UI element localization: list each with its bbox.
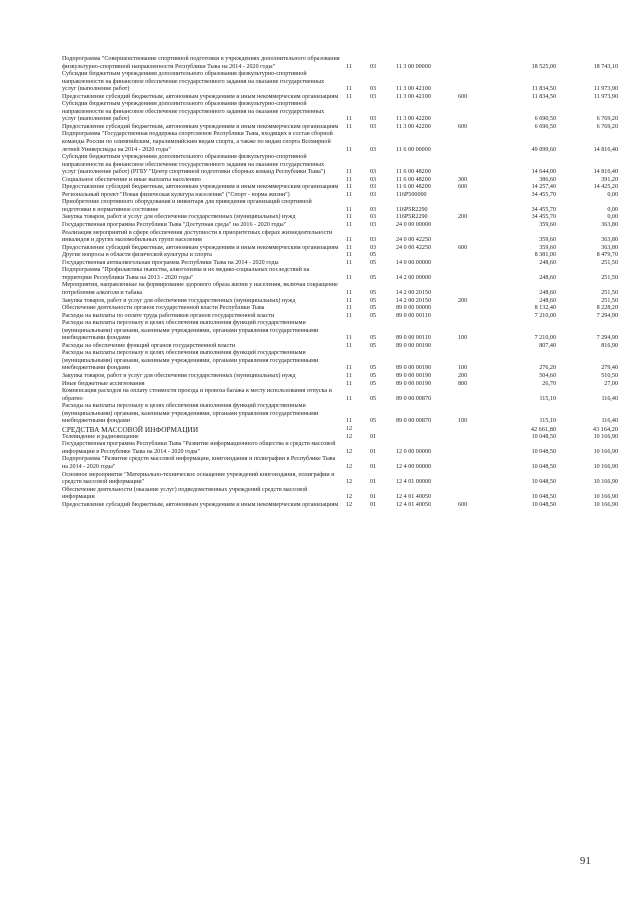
row-subsection-code: 05 <box>370 274 377 281</box>
row-name: Подпрограмма "Государственная поддержка спортсменов Республики Тыва, входящих в состав сборной команды России по олимпийским, паралимпийским видам спорта, а также по видам спорта Всемирной летней Универсиады на 2014 - 2020 годы" <box>62 131 333 153</box>
row-amount-year-1: 34 455,70 <box>531 191 556 198</box>
row-section-code: 11 <box>346 222 352 229</box>
row-amount-year-2: 6 769,20 <box>596 116 618 123</box>
row-section-code: 11 <box>346 395 352 402</box>
row-name: Обеспечение деятельности (оказание услуг) подведомственных учреждений средств массовой информации <box>62 486 308 501</box>
row-name: Компенсация расходов на оплату стоимости проезда и провоза багажа к месту использования отпуска и обратно <box>62 388 332 402</box>
row-expense-type <box>458 252 498 260</box>
row-expense-type <box>458 154 498 177</box>
row-amount-year-1: 7 210,00 <box>534 312 556 319</box>
row-target-article: 12 4 00 00000 <box>396 463 432 470</box>
table-row <box>62 56 618 71</box>
row-amount-year-2: 510,50 <box>601 372 618 379</box>
row-expense-type <box>458 305 498 313</box>
row-section-code: 11 <box>346 335 352 342</box>
row-subsection-code: 05 <box>370 259 377 266</box>
row-expense-type <box>458 388 498 403</box>
row-section-code: 11 <box>346 206 352 213</box>
row-name: Телевидение и радиовещание <box>62 433 139 440</box>
row-name: Государственная программа Республики Тыва "Доступная среда" на 2016 - 2020 годы" <box>62 222 287 229</box>
row-name: Закупка товаров, работ и услуг для обеспечения государственных (муниципальных) нужд <box>62 297 296 304</box>
row-target-article: 11 6 00 00000 <box>396 146 431 153</box>
row-amount-year-2: 11 973,90 <box>593 93 618 100</box>
row-name: СРЕДСТВА МАССОВОЙ ИНФОРМАЦИИ <box>62 424 199 434</box>
row-amount-year-2: 363,80 <box>601 222 618 229</box>
row-amount-year-1: 386,60 <box>539 176 556 183</box>
row-expense-type <box>458 192 498 200</box>
row-section-code: 11 <box>346 372 352 379</box>
row-amount-year-1: 359,60 <box>539 244 556 251</box>
row-section-code: 12 <box>346 494 353 501</box>
row-amount-year-1: 6 690,50 <box>534 123 556 130</box>
row-amount-year-2: 8 228,20 <box>596 305 618 312</box>
table-row <box>62 373 618 381</box>
table-row <box>62 403 618 426</box>
row-amount-year-2: 7 294,90 <box>596 335 618 342</box>
page-number: 91 <box>580 856 592 867</box>
table-row <box>62 305 618 313</box>
row-expense-type <box>458 222 498 230</box>
row-target-article: 116P500000 <box>396 191 427 198</box>
row-target-article: 11 6 00 48200 <box>396 176 431 183</box>
row-expense-type <box>458 131 498 154</box>
row-subsection-code: 05 <box>370 312 377 319</box>
row-amount-year-1: 6 690,50 <box>534 116 556 123</box>
row-subsection-code: 01 <box>370 448 377 455</box>
table-row <box>62 426 618 434</box>
row-subsection-code: 03 <box>370 191 377 198</box>
row-name: Подпрограмма "Развитие средств массовой информации, книгоиздания и полиграфии в Республике Тыва на 2014 - 2020 годы" <box>62 456 336 470</box>
row-section-code: 11 <box>346 252 352 259</box>
row-target-article <box>396 252 458 260</box>
row-amount-year-1: 807,40 <box>539 342 556 349</box>
row-name: Субсидии бюджетным учреждениям дополнительного образования физкультурно-спортивной направленности на финансовое обеспечение государственного задания на оказание государственных услуг (выполнение работ) (РГБУ "Центр спортивной подготовки сборных команд Республики Тыва") <box>62 154 326 176</box>
row-target-article: 89 0 00 00190 <box>396 365 432 372</box>
row-amount-year-2: 11 973,90 <box>593 86 618 93</box>
row-name: Субсидии бюджетным учреждениям дополнительного образования физкультурно-спортивной направленности на финансовое обеспечение государственного задания на оказание государственных услуг (выполнение работ) <box>62 101 325 123</box>
row-amount-year-2: 816,90 <box>601 342 618 349</box>
row-name: Государственная программа Республики Тыва "Развитие информационного общества и средств массовой информации в Республике Тыва на 2014 - 2020 годы" <box>62 441 336 455</box>
row-amount-year-2: 43 164,20 <box>592 426 618 434</box>
row-section-code: 11 <box>346 244 352 251</box>
table-row <box>62 252 618 260</box>
row-target-article: 24 0 00 42250 <box>396 244 432 251</box>
row-name: Другие вопросы в области физической культуры и спорта <box>62 252 212 259</box>
row-target-article: 14 2 00 20150 <box>396 297 432 304</box>
row-subsection-code: 05 <box>370 289 377 296</box>
row-target-article: 89 0 00 00190 <box>396 380 432 387</box>
row-expense-type: 200 <box>458 372 468 379</box>
table-row <box>62 456 618 471</box>
row-name: Социальное обеспечение и иные выплаты населению <box>62 176 201 183</box>
row-section-code: 11 <box>346 214 352 221</box>
row-section-code: 11 <box>346 86 352 93</box>
row-amount-year-2: 10 166,90 <box>593 448 618 455</box>
table-row <box>62 313 618 321</box>
table-row <box>62 101 618 124</box>
table-row <box>62 441 618 456</box>
row-target-article: 89 0 00 00190 <box>396 372 432 379</box>
row-name: Иные бюджетные ассигнования <box>62 380 145 387</box>
row-section-code: 11 <box>346 63 352 70</box>
row-amount-year-2: 27,00 <box>604 380 618 387</box>
row-target-article: 89 0 00 00110 <box>396 335 431 342</box>
row-expense-type: 800 <box>458 380 468 387</box>
row-section-code: 11 <box>346 184 352 191</box>
row-target-article: 89 0 00 00870 <box>396 418 432 425</box>
row-target-article: 89 0 00 00870 <box>396 395 432 402</box>
row-expense-type <box>458 343 498 351</box>
row-section-code: 11 <box>346 169 352 176</box>
row-expense-type: 600 <box>458 501 468 508</box>
row-subsection-code: 03 <box>370 123 377 130</box>
row-amount-year-2: 14 425,20 <box>593 184 618 191</box>
row-expense-type: 200 <box>458 214 468 221</box>
row-expense-type: 600 <box>458 93 468 100</box>
row-subsection-code: 03 <box>370 146 377 153</box>
row-subsection-code: 05 <box>370 342 377 349</box>
row-target-article: 24 0 00 00000 <box>396 222 432 229</box>
row-amount-year-1: 359,60 <box>539 237 556 244</box>
table-row <box>62 71 618 94</box>
row-subsection-code: 05 <box>370 335 377 342</box>
row-target-article: 11 3 00 42200 <box>396 123 431 130</box>
table-row <box>62 154 618 177</box>
row-expense-type <box>458 56 498 71</box>
row-amount-year-2: 251,50 <box>601 274 618 281</box>
row-amount-year-2: 14 816,40 <box>593 146 618 153</box>
row-target-article: 12 4 01 00000 <box>396 479 432 486</box>
row-amount-year-1: 11 834,50 <box>531 93 556 100</box>
row-name: Предоставление субсидий бюджетным, автономным учреждениям и иным некоммерческим организациям <box>62 93 339 100</box>
table-row <box>62 199 618 214</box>
row-section-code: 11 <box>346 312 352 319</box>
row-subsection-code: 03 <box>370 93 377 100</box>
row-target-article: 12 4 01 40050 <box>396 501 432 508</box>
row-amount-year-2: 10 166,90 <box>593 433 618 440</box>
row-expense-type <box>458 71 498 94</box>
row-amount-year-1: 115,10 <box>539 395 556 402</box>
table-row <box>62 472 618 487</box>
row-name: Предоставление субсидий бюджетным, автономным учреждениям и иным некоммерческим организациям <box>62 244 339 251</box>
row-amount-year-1: 115,10 <box>539 418 556 425</box>
row-expense-type <box>458 267 498 282</box>
row-section-code: 11 <box>346 380 352 387</box>
row-expense-type: 600 <box>458 244 468 251</box>
row-amount-year-2: 363,80 <box>601 244 618 251</box>
row-target-article: 116P5R2290 <box>396 214 428 221</box>
table-row <box>62 230 618 245</box>
row-subsection-code: 05 <box>370 252 377 259</box>
row-section-code: 12 <box>346 479 353 486</box>
row-target-article: 11 6 00 48200 <box>396 184 431 191</box>
row-amount-year-1: 18 525,00 <box>531 63 556 70</box>
table-row <box>62 131 618 154</box>
row-section-code: 11 <box>346 176 352 183</box>
row-amount-year-1: 8 132,40 <box>534 305 556 312</box>
row-amount-year-2: 251,50 <box>601 259 618 266</box>
row-target-article: 11 3 00 00000 <box>396 63 431 70</box>
row-expense-type: 100 <box>458 365 468 372</box>
row-amount-year-2: 363,80 <box>601 237 618 244</box>
row-expense-type: 100 <box>458 335 468 342</box>
row-amount-year-1: 34 455,70 <box>531 214 556 221</box>
row-expense-type <box>458 260 498 268</box>
row-amount-year-2: 0,00 <box>607 214 618 221</box>
row-subsection-code: 01 <box>370 494 377 501</box>
row-target-article: 89 0 00 00000 <box>396 305 432 312</box>
row-amount-year-1: 14 257,40 <box>531 184 556 191</box>
row-subsection-code: 03 <box>370 237 377 244</box>
row-amount-year-2: 0,00 <box>607 191 618 198</box>
row-subsection-code: 03 <box>370 176 377 183</box>
row-expense-type <box>458 313 498 321</box>
row-target-article: 24 0 00 42250 <box>396 237 432 244</box>
row-amount-year-1: 10 048,50 <box>531 433 556 440</box>
row-section-code: 11 <box>346 305 352 312</box>
row-amount-year-1: 359,60 <box>539 222 556 229</box>
row-amount-year-1: 42 661,80 <box>530 426 556 434</box>
row-subsection-code: 03 <box>370 222 377 229</box>
row-subsection-code <box>370 426 396 434</box>
row-name: Предоставление субсидий бюджетным, автономным учреждениям и иным некоммерческим организациям <box>62 501 339 508</box>
row-name: Предоставление субсидий бюджетным, автономным учреждениям и иным некоммерческим организациям <box>62 123 339 130</box>
row-amount-year-2: 10 166,90 <box>593 463 618 470</box>
row-amount-year-2: 7 294,90 <box>596 312 618 319</box>
row-section-code: 11 <box>346 116 352 123</box>
row-section-code: 11 <box>346 146 352 153</box>
row-name: Подпрограмма "Совершенствование спортивной подготовки в учреждениях дополнительного образования физкультурно-спортивной направленности Республики Тыва на 2014 - 2020 годы" <box>62 56 340 70</box>
row-target-article: 12 0 00 00000 <box>396 448 432 455</box>
row-subsection-code: 03 <box>370 206 377 213</box>
row-target-article: 11 3 00 42100 <box>396 93 431 100</box>
row-subsection-code: 03 <box>370 184 377 191</box>
row-subsection-code: 03 <box>370 63 377 70</box>
row-amount-year-1: 248,60 <box>539 297 556 304</box>
row-amount-year-2: 279,40 <box>601 365 618 372</box>
row-target-article: 14 2 00 20150 <box>396 289 432 296</box>
row-subsection-code: 05 <box>370 418 377 425</box>
row-section-code: 12 <box>346 448 353 455</box>
row-amount-year-1: 14 644,00 <box>531 169 556 176</box>
row-amount-year-2: 18 743,10 <box>593 63 618 70</box>
row-expense-type: 300 <box>458 176 468 183</box>
table-row <box>62 350 618 373</box>
row-amount-year-1: 10 048,50 <box>531 463 556 470</box>
row-name: Обеспечение деятельности органов государственной власти Республики Тыва <box>62 305 265 312</box>
table-row <box>62 502 618 510</box>
budget-table <box>62 56 618 509</box>
row-name: Подпрограмма "Профилактика пьянства, алкоголизма и их медико-социальных последствий на территории Республики Тыва на 2013 - 2020 годы" <box>62 267 310 281</box>
row-expense-type <box>458 282 498 297</box>
row-expense-type <box>458 487 498 502</box>
row-amount-year-2: 391,20 <box>601 176 618 183</box>
row-amount-year-1: 504,60 <box>539 372 556 379</box>
row-target-article: 11 3 00 42100 <box>396 86 431 93</box>
row-expense-type <box>458 101 498 124</box>
row-subsection-code: 03 <box>370 214 377 221</box>
row-subsection-code: 03 <box>370 86 377 93</box>
row-expense-type: 200 <box>458 297 468 304</box>
row-name: Расходы на выплаты персоналу в целях обеспечения выполнения функций государственными (муниципальными) органами, казенными учреждениями, органами управления государственными внебюджетными фондами <box>62 320 319 342</box>
row-target-article <box>396 426 458 434</box>
row-name: Реализация мероприятий в сфере обеспечения доступности в приоритетных сферах жизнедеятельности инвалидов и других маломобильных групп населения <box>62 229 333 244</box>
row-subsection-code: 05 <box>370 380 377 387</box>
row-amount-year-2: 116,40 <box>601 418 618 425</box>
row-target-article: 11 3 00 42200 <box>396 116 431 123</box>
row-section-code: 11 <box>346 289 352 296</box>
row-expense-type: 600 <box>458 184 468 191</box>
row-name: Закупка товаров, работ и услуг для обеспечения государственных (муниципальных) нужд <box>62 214 296 221</box>
row-section-code: 11 <box>346 123 352 130</box>
row-amount-year-1: 248,60 <box>539 289 556 296</box>
table-row <box>62 184 618 192</box>
table-row <box>62 298 618 306</box>
row-amount-year-2: 0,00 <box>607 206 618 213</box>
row-name: Предоставление субсидий бюджетным, автономным учреждениям и иным некоммерческим организациям <box>62 184 339 191</box>
row-target-article: 89 0 00 00190 <box>396 342 432 349</box>
row-target-article: 12 4 01 40050 <box>396 494 432 501</box>
row-amount-year-1: 10 048,50 <box>531 479 556 486</box>
table-row <box>62 267 618 282</box>
row-expense-type <box>458 426 498 434</box>
row-section-code: 11 <box>346 274 352 281</box>
row-subsection-code: 05 <box>370 297 377 304</box>
table-row <box>62 222 618 230</box>
table-row <box>62 282 618 297</box>
row-subsection-code: 05 <box>370 305 377 312</box>
row-subsection-code: 01 <box>370 501 377 508</box>
row-amount-year-1: 10 048,50 <box>531 494 556 501</box>
row-section-code: 12 <box>346 433 353 440</box>
row-name: Мероприятия, направленные на формирование здорового образа жизни у населения, включая сокращение потребления алкоголя и табака <box>62 282 338 296</box>
row-section-code: 11 <box>346 342 352 349</box>
row-expense-type <box>458 230 498 245</box>
row-target-article: 116P5R2290 <box>396 206 428 213</box>
row-expense-type <box>458 456 498 471</box>
row-amount-year-2: 10 166,90 <box>593 479 618 486</box>
row-target-article: 14 2 00 00000 <box>396 274 432 281</box>
row-amount-year-2: 116,40 <box>601 395 618 402</box>
row-target-article: 14 0 00 00000 <box>396 259 432 266</box>
table-row <box>62 388 618 403</box>
row-amount-year-1: 248,60 <box>539 259 556 266</box>
row-subsection-code: 01 <box>370 463 377 470</box>
row-expense-type: 100 <box>458 418 468 425</box>
row-section-code: 11 <box>346 297 352 304</box>
row-section-code: 11 <box>346 259 352 266</box>
row-section-code: 11 <box>346 365 352 372</box>
row-amount-year-1: 10 048,50 <box>531 448 556 455</box>
budget-table-body <box>62 56 618 509</box>
row-name: Основное мероприятие "Материально-техническое оснащение учреждений книгоиздания, полиграфии и средств массовой информации" <box>62 471 335 486</box>
row-expense-type: 600 <box>458 123 468 130</box>
row-subsection-code: 03 <box>370 116 377 123</box>
row-amount-year-1: 7 210,00 <box>534 335 556 342</box>
row-section-code: 11 <box>346 93 352 100</box>
row-section-code: 12 <box>346 501 353 508</box>
row-amount-year-1: 34 455,70 <box>531 206 556 213</box>
row-name: Закупка товаров, работ и услуг для обеспечения государственных (муниципальных) нужд <box>62 372 296 379</box>
row-amount-year-2: 14 816,40 <box>593 169 618 176</box>
row-amount-year-1: 49 099,60 <box>531 146 556 153</box>
row-subsection-code: 01 <box>370 433 377 440</box>
row-target-article: 89 0 00 00110 <box>396 312 431 319</box>
row-name: Региональный проект "Новая физическая культура населения" ("Спорт - норма жизни") <box>62 191 290 198</box>
row-expense-type <box>458 441 498 456</box>
row-amount-year-2: 251,50 <box>601 289 618 296</box>
row-name: Приобретение спортивного оборудования и инвентаря для приведения организаций спортивной подготовки в нормативное состояние <box>62 199 312 213</box>
table-row <box>62 381 618 389</box>
row-amount-year-1: 248,60 <box>539 274 556 281</box>
row-name: Государственная антиалкогольная программа Республики Тыва на 2014 - 2020 годы <box>62 259 279 266</box>
row-name: Субсидии бюджетным учреждениям дополнительного образования физкультурно-спортивной направленности на финансовое обеспечение государственного задания на оказание государственных услуг (выполнение работ) <box>62 71 325 93</box>
row-amount-year-2: 10 166,90 <box>593 501 618 508</box>
row-amount-year-1: 10 048,50 <box>531 501 556 508</box>
row-expense-type <box>458 434 498 442</box>
row-target-article <box>396 434 458 442</box>
row-subsection-code: 01 <box>370 479 377 486</box>
row-section-code: 12 <box>346 426 353 433</box>
table-row <box>62 214 618 222</box>
row-target-article: 11 6 00 48200 <box>396 169 431 176</box>
row-subsection-code: 03 <box>370 244 377 251</box>
row-section-code: 11 <box>346 191 352 198</box>
row-section-code: 11 <box>346 418 352 425</box>
row-amount-year-1: 26,70 <box>542 380 556 387</box>
table-row <box>62 320 618 343</box>
row-subsection-code: 05 <box>370 372 377 379</box>
row-amount-year-2: 251,50 <box>601 297 618 304</box>
row-name: Расходы на выплаты персоналу в целях обеспечения выполнения функций государственными (муниципальными) органами, казенными учреждениями, органами управления государственными внебюджетными фондами <box>62 403 319 425</box>
row-name: Расходы на выплаты персоналу в целях обеспечения выполнения функций государственными (муниципальными) органами, казенными учреждениями, органами управления государственными внебюджетными фондами <box>62 350 319 372</box>
row-name: Расходы на обеспечение функций органов государственной власти <box>62 342 236 349</box>
row-expense-type <box>458 472 498 487</box>
row-subsection-code: 05 <box>370 395 377 402</box>
row-subsection-code: 05 <box>370 365 377 372</box>
row-section-code: 12 <box>346 463 353 470</box>
row-subsection-code: 03 <box>370 169 377 176</box>
row-amount-year-1: 276,20 <box>539 365 556 372</box>
table-row <box>62 487 618 502</box>
row-amount-year-1: 8 381,00 <box>534 252 556 259</box>
row-expense-type <box>458 199 498 214</box>
row-name: Расходы на выплаты по оплате труда работников органов государственной власти <box>62 312 275 319</box>
row-amount-year-2: 8 479,70 <box>596 252 618 259</box>
row-amount-year-2: 10 166,90 <box>593 494 618 501</box>
row-amount-year-1: 11 834,50 <box>531 86 556 93</box>
row-amount-year-2: 6 769,20 <box>596 123 618 130</box>
row-section-code: 11 <box>346 237 352 244</box>
